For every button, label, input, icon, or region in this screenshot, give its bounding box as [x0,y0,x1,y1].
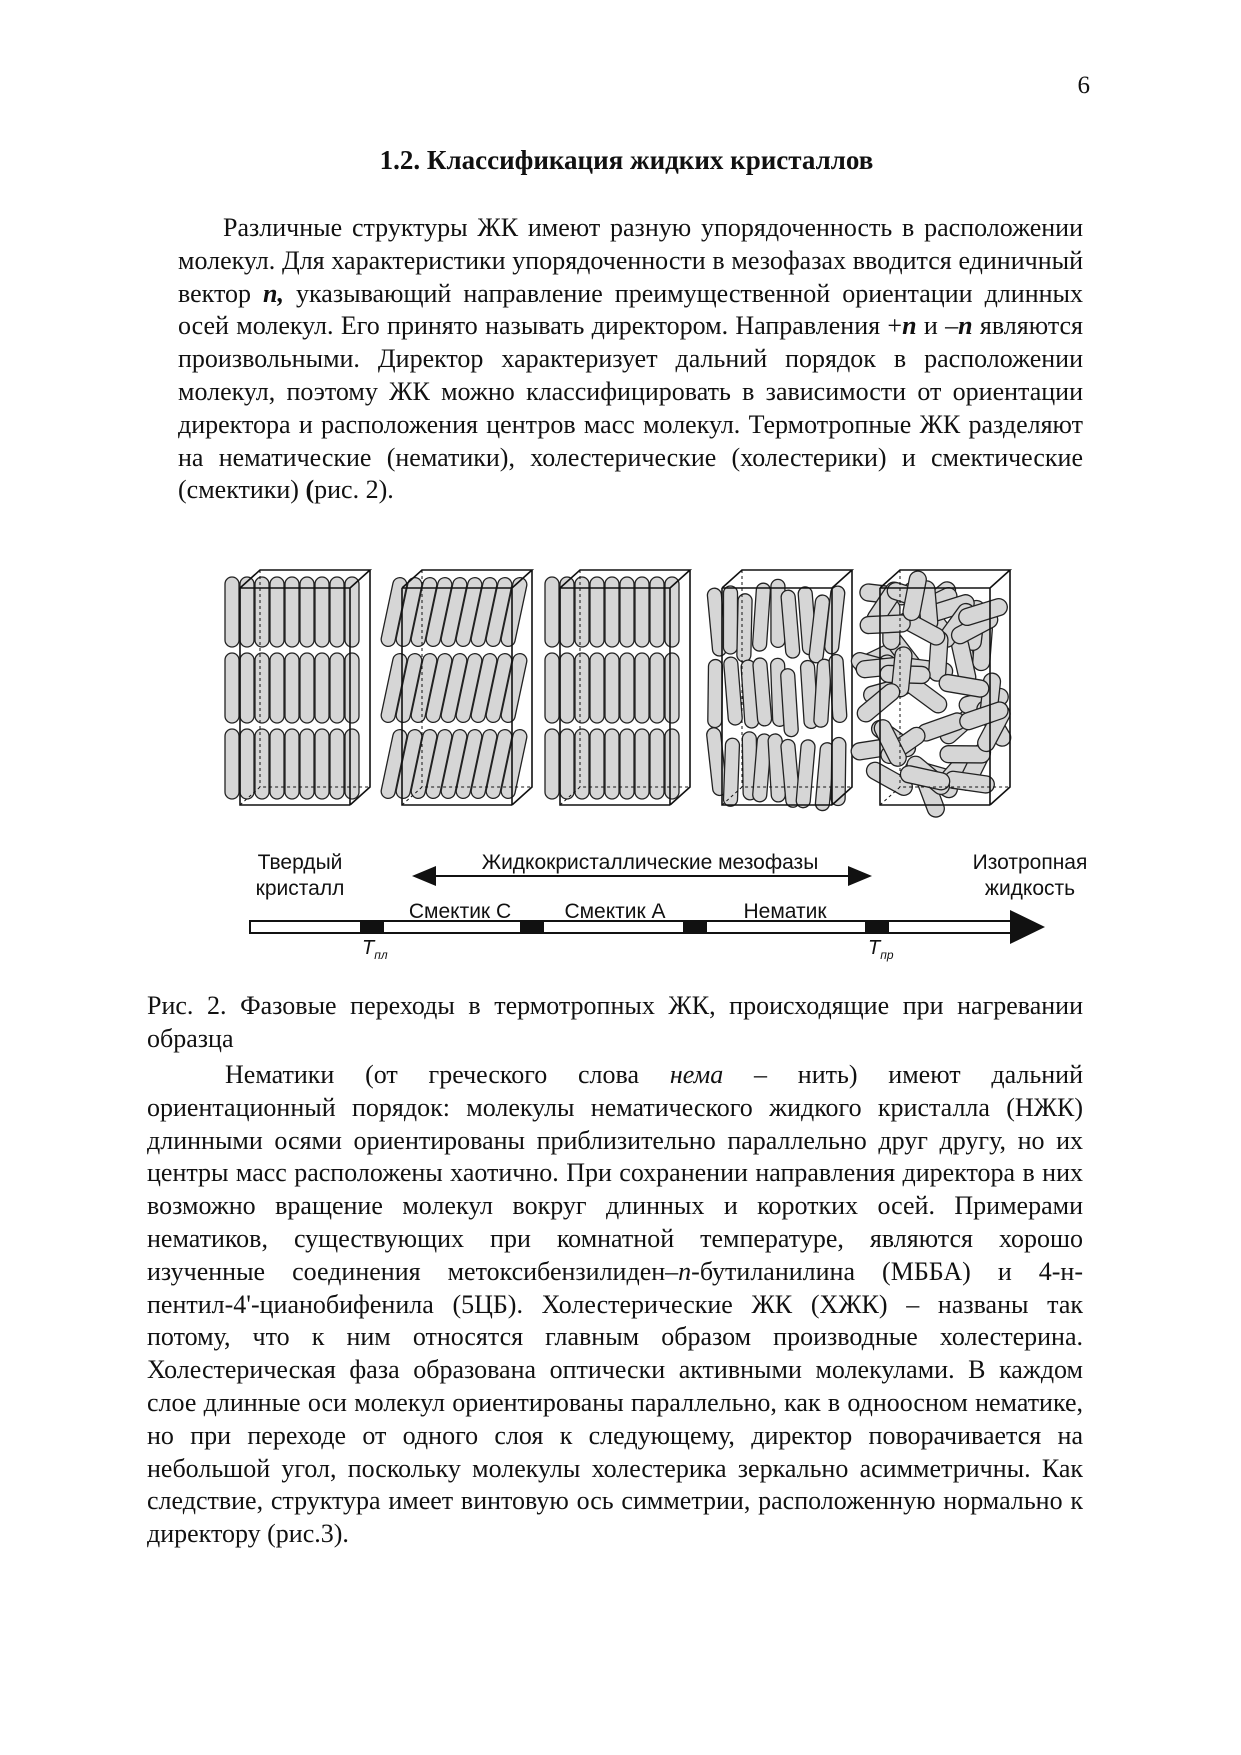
p2-text-2: – нить) имеют дальний ориентационный порядок: молекулы нематического жидкого кристалла (НЖК) длинными осями ориентированы приблизительно параллельно друг другу, но их центры масс расположены хаотично. При сохранении направления директора в них возможно вращение молекул вокруг длинных и коротких осей. Примерами нематиков, существующих при комнатной температуре, являются хорошо изученные соединения метоксибензилиден– [147,1060,1083,1286]
label-mesophases: Жидкокристаллические мезофазы [481,851,819,874]
block-nematic [706,570,852,811]
tick-clearing [865,921,889,933]
tick-melting [360,921,384,933]
p2-text-3: -бутиланилина (МББА) и 4-н-пентил-4'-цианобифенила (5ЦБ). Холестерические ЖК (ХЖК) – названы так потому, что к ним относятся главным образом производные холестерина. Холестерическая фаза образована оптически активными молекулами. В каждом слое длинные оси молекул ориентированы параллельно, как в одноосном нематике, но при переходе от одного слоя к следующему, директор поворачивается на небольшой угол, поскольку молекулы холестерика зеркально асимметричны. Как следствие, структура имеет винтовую ось симметрии, расположенную нормально к директору (рис.3). [147,1256,1083,1549]
p2-italic-n: n [678,1256,692,1286]
phase-transition-figure [220,565,1120,980]
p1-bold-paren: ( [305,475,315,505]
p1-text-3: и – [916,311,959,341]
block-smectic-a [545,570,690,805]
p1-text-5: рис. 2). [314,475,394,505]
page-number: 6 [1077,72,1090,99]
label-isotropic-line2: жидкость [984,877,1076,900]
block-solid-crystal [225,570,370,805]
label-solid-line1: Твердый [257,851,343,874]
label-isotropic-line1: Изотропная [972,851,1088,874]
block-isotropic [849,570,1013,820]
label-t-melting [362,937,388,962]
block-smectic-c [380,570,532,805]
paragraph-2 [147,1059,1083,1551]
label-t-clearing [868,937,894,962]
p1-text-1: Различные структуры ЖК имеют разную упорядоченность в расположении молекул. Для характеристики упорядоченности в мезофазах вводится единичный вектор [178,213,1083,308]
t-clearing-sub: пр [880,948,894,962]
paragraph-1 [178,212,1083,507]
label-smectic-a: Смектик А [564,900,666,923]
label-smectic-c: Смектик С [408,900,512,923]
p1-text-4: являются произвольными. Директор характеризует дальний порядок в расположении молекул, поэтому ЖК можно классифицировать в зависимости от ориентации директора и расположения центров масс молекул. Термотропные ЖК разделяют на нематические (нематики), холестерические (холестерики) и смектические (смектики) [178,311,1084,505]
vector-plus-n: n [902,311,917,341]
p2-text-1: Нематики (от греческого слова [225,1060,670,1089]
t-melting-symbol: T [362,937,375,959]
vector-n: n, [263,278,284,308]
t-clearing-symbol: T [868,937,881,959]
label-solid-crystal [230,850,370,902]
p1-text-2: указывающий направление преимущественной ориентации длинных осей молекул. Его принято называть директором. Направления + [178,278,1083,341]
section-title: 1.2. Классификация жидких кристаллов [379,145,874,175]
figure-caption: Рис. 2. Фазовые переходы в термотропных ЖК, происходящие при нагревании образца [147,991,1083,1053]
vector-minus-n: n [958,311,973,341]
t-melting-sub: пл [374,948,388,962]
label-isotropic-liquid [950,850,1110,902]
label-nematic: Нематик [743,900,827,923]
p2-italic-nema: нема [669,1060,724,1089]
temperature-axis-arrowhead [1010,910,1045,944]
label-solid-line2: кристалл [255,877,345,900]
